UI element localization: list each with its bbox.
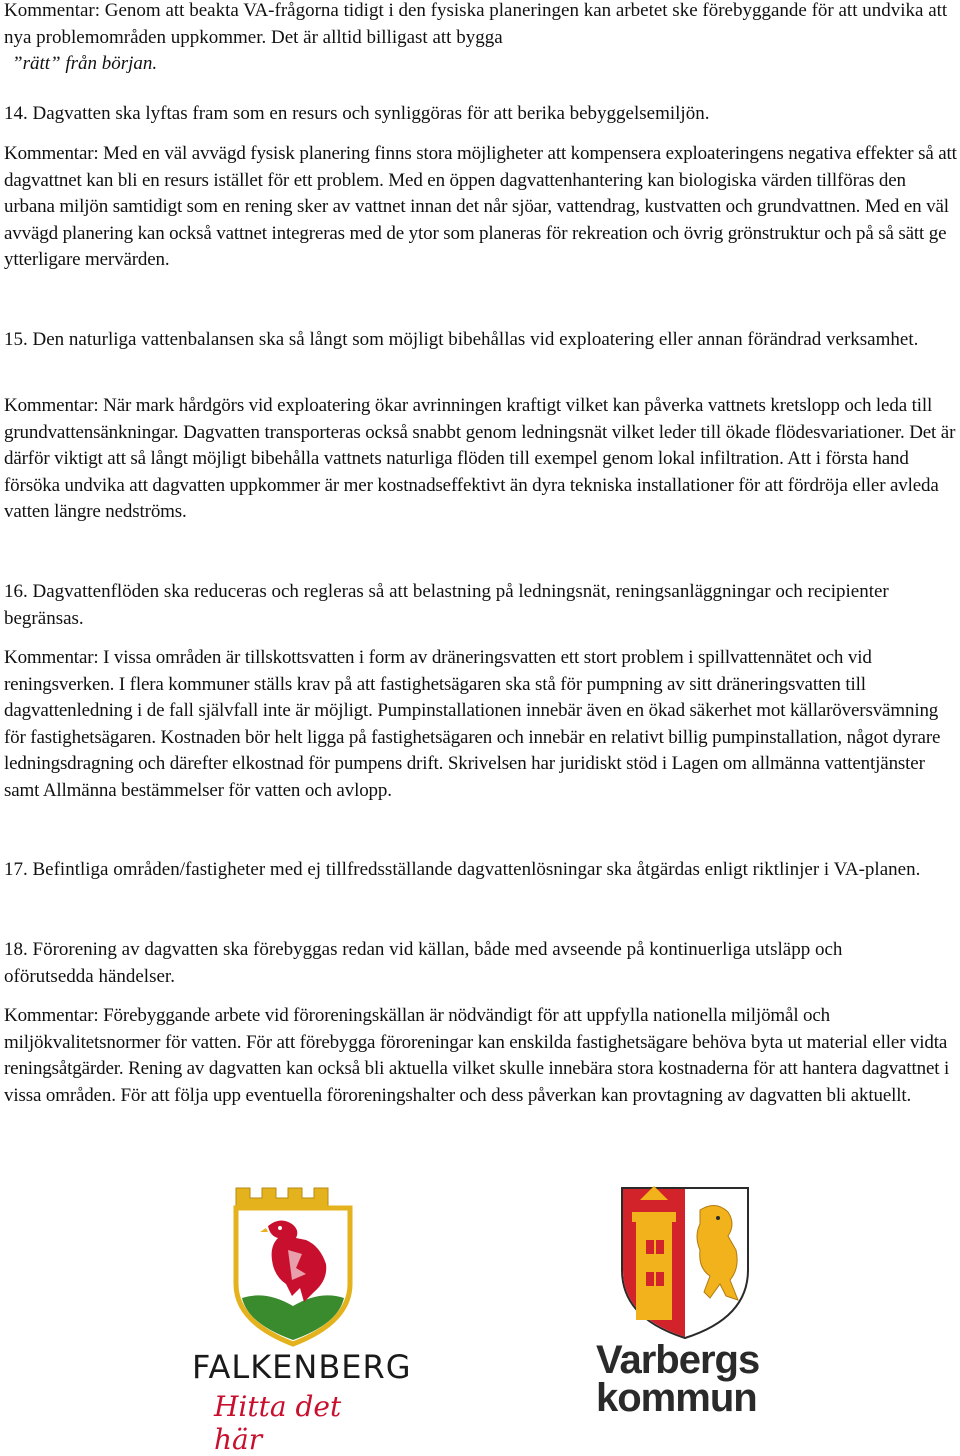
varberg-kommun: kommun [596, 1376, 757, 1420]
comment-paragraph [4, 0, 958, 78]
varberg-coat-of-arms-icon [590, 1180, 780, 1340]
varberg-logo [590, 1180, 780, 1428]
comment-paragraph: Kommentar: När mark hårdgörs vid exploatering ökar avrinningen kraftigt vilket kan påverka vattnets kretslopp och leda till grundvattensänkningar. Dagvatten transporteras också snabbt genom ledningsnät vilket leder till ökade flödesvariationer. Det är därför viktigt att så långt möjligt bibehålla vattnets naturliga flöden till exempel genom lokal infiltration. Att i första hand försöka undvika att dagvatten uppkommer är mer kostnadseffektivt än dyra tekniska installationer för att fördröja eller avleda vatten längre nedströms. [4, 395, 956, 523]
comment-paragraph: Kommentar: Med en väl avvägd fysisk planering finns stora möjligheter att kompensera exploateringens negativa effekter så att dagvattnet kan bli en resurs istället för ett problem. Med en öppen dagvattenhantering kan biologiska värden tillföras den urbana miljön samtidigt som en rening sker av vattnet innan det når sjöar, vattendrag, kustvatten och grundvattnen. Med en väl avvägd planering kan också vattnet integreras med de ytor som planeras för rekreation och övrig grönstruktur och på så sätt ge ytterligare mervärden. [4, 143, 957, 271]
comment-paragraph: Kommentar: I vissa områden är tillskottsvatten i form av dräneringsvatten ett stort problem i spillvattennätet och vid reningsverken. I flera kommuner ställs krav på att fastighetsägaren ska stå för pumpning av sitt dräneringsvatten till dagvattenledning i de fall självfall inte är möjligt. Pumpinstallationen innebär även en ökad säkerhet mot källaröversvämning för fastighetsägaren. Kostnaden bör helt ligga på fastighetsägaren och innebär en relativt billig pumpinstallation, något dyrare ledningsdragning och därefter elkostnad för pumpens drift. Skrivelsen har juridiskt stöd i Lagen om allmänna vattentjänster samt Allmänna bestämmelser för vatten och avlopp. [4, 647, 941, 801]
comment-paragraph: Kommentar: Förebyggande arbete vid föroreningskällan är nödvändigt för att uppfylla nationella miljömål och miljökvalitetsnormer för vatten. För att förebygga föroreningar kan enskilda fastighetsägare behöva byta ut material eller vidta reningsåtgärder. Rening av dagvatten kan också bli aktuella vilket skulle innebära stora kostnaderna för att hantera dagvattnet i vissa områden. För att följa upp eventuella föroreningshalter och dess påverkan kan provtagning av dagvatten bli aktuellt. [4, 1005, 950, 1106]
guideline-17: 17. Befintliga områden/fastigheter med ej tillfredsställande dagvattenlösningar ska åtgärdas enligt riktlinjer i VA-planen. [4, 859, 921, 880]
logo-area [0, 1180, 960, 1456]
paragraph-text: Kommentar: Genom att beakta VA-frågorna tidigt i den fysiska planeringen kan arbetet ske förebyggande för att undvika att nya problemområden uppkommer. Det är alltid billigast att bygga [4, 0, 948, 48]
varberg-name: Varbergs [596, 1338, 760, 1382]
guideline-15: 15. Den naturliga vattenbalansen ska så långt som möjligt bibehållas vid exploatering eller annan förändrad verksamhet. [4, 329, 919, 350]
paragraph-text-italic: ”rätt” från början. [12, 53, 158, 75]
falkenberg-coat-of-arms-icon [188, 1180, 398, 1350]
guideline-18: 18. Förorening av dagvatten ska förebyggas redan vid källan, både med avseende på kontinuerliga utsläpp och oförutsedda händelser. [4, 939, 843, 987]
guideline-16: 16. Dagvattenflöden ska reduceras och regleras så att belastning på ledningsnät, reningsanläggningar och recipienter begränsas. [4, 581, 889, 629]
falkenberg-tagline: Hitta det här [214, 1390, 342, 1456]
guideline-14: 14. Dagvatten ska lyftas fram som en resurs och synliggöras för att berika bebyggelsemiljön. [4, 103, 710, 124]
falkenberg-logo [188, 1180, 412, 1456]
falkenberg-name: FALKENBERG [192, 1348, 412, 1386]
